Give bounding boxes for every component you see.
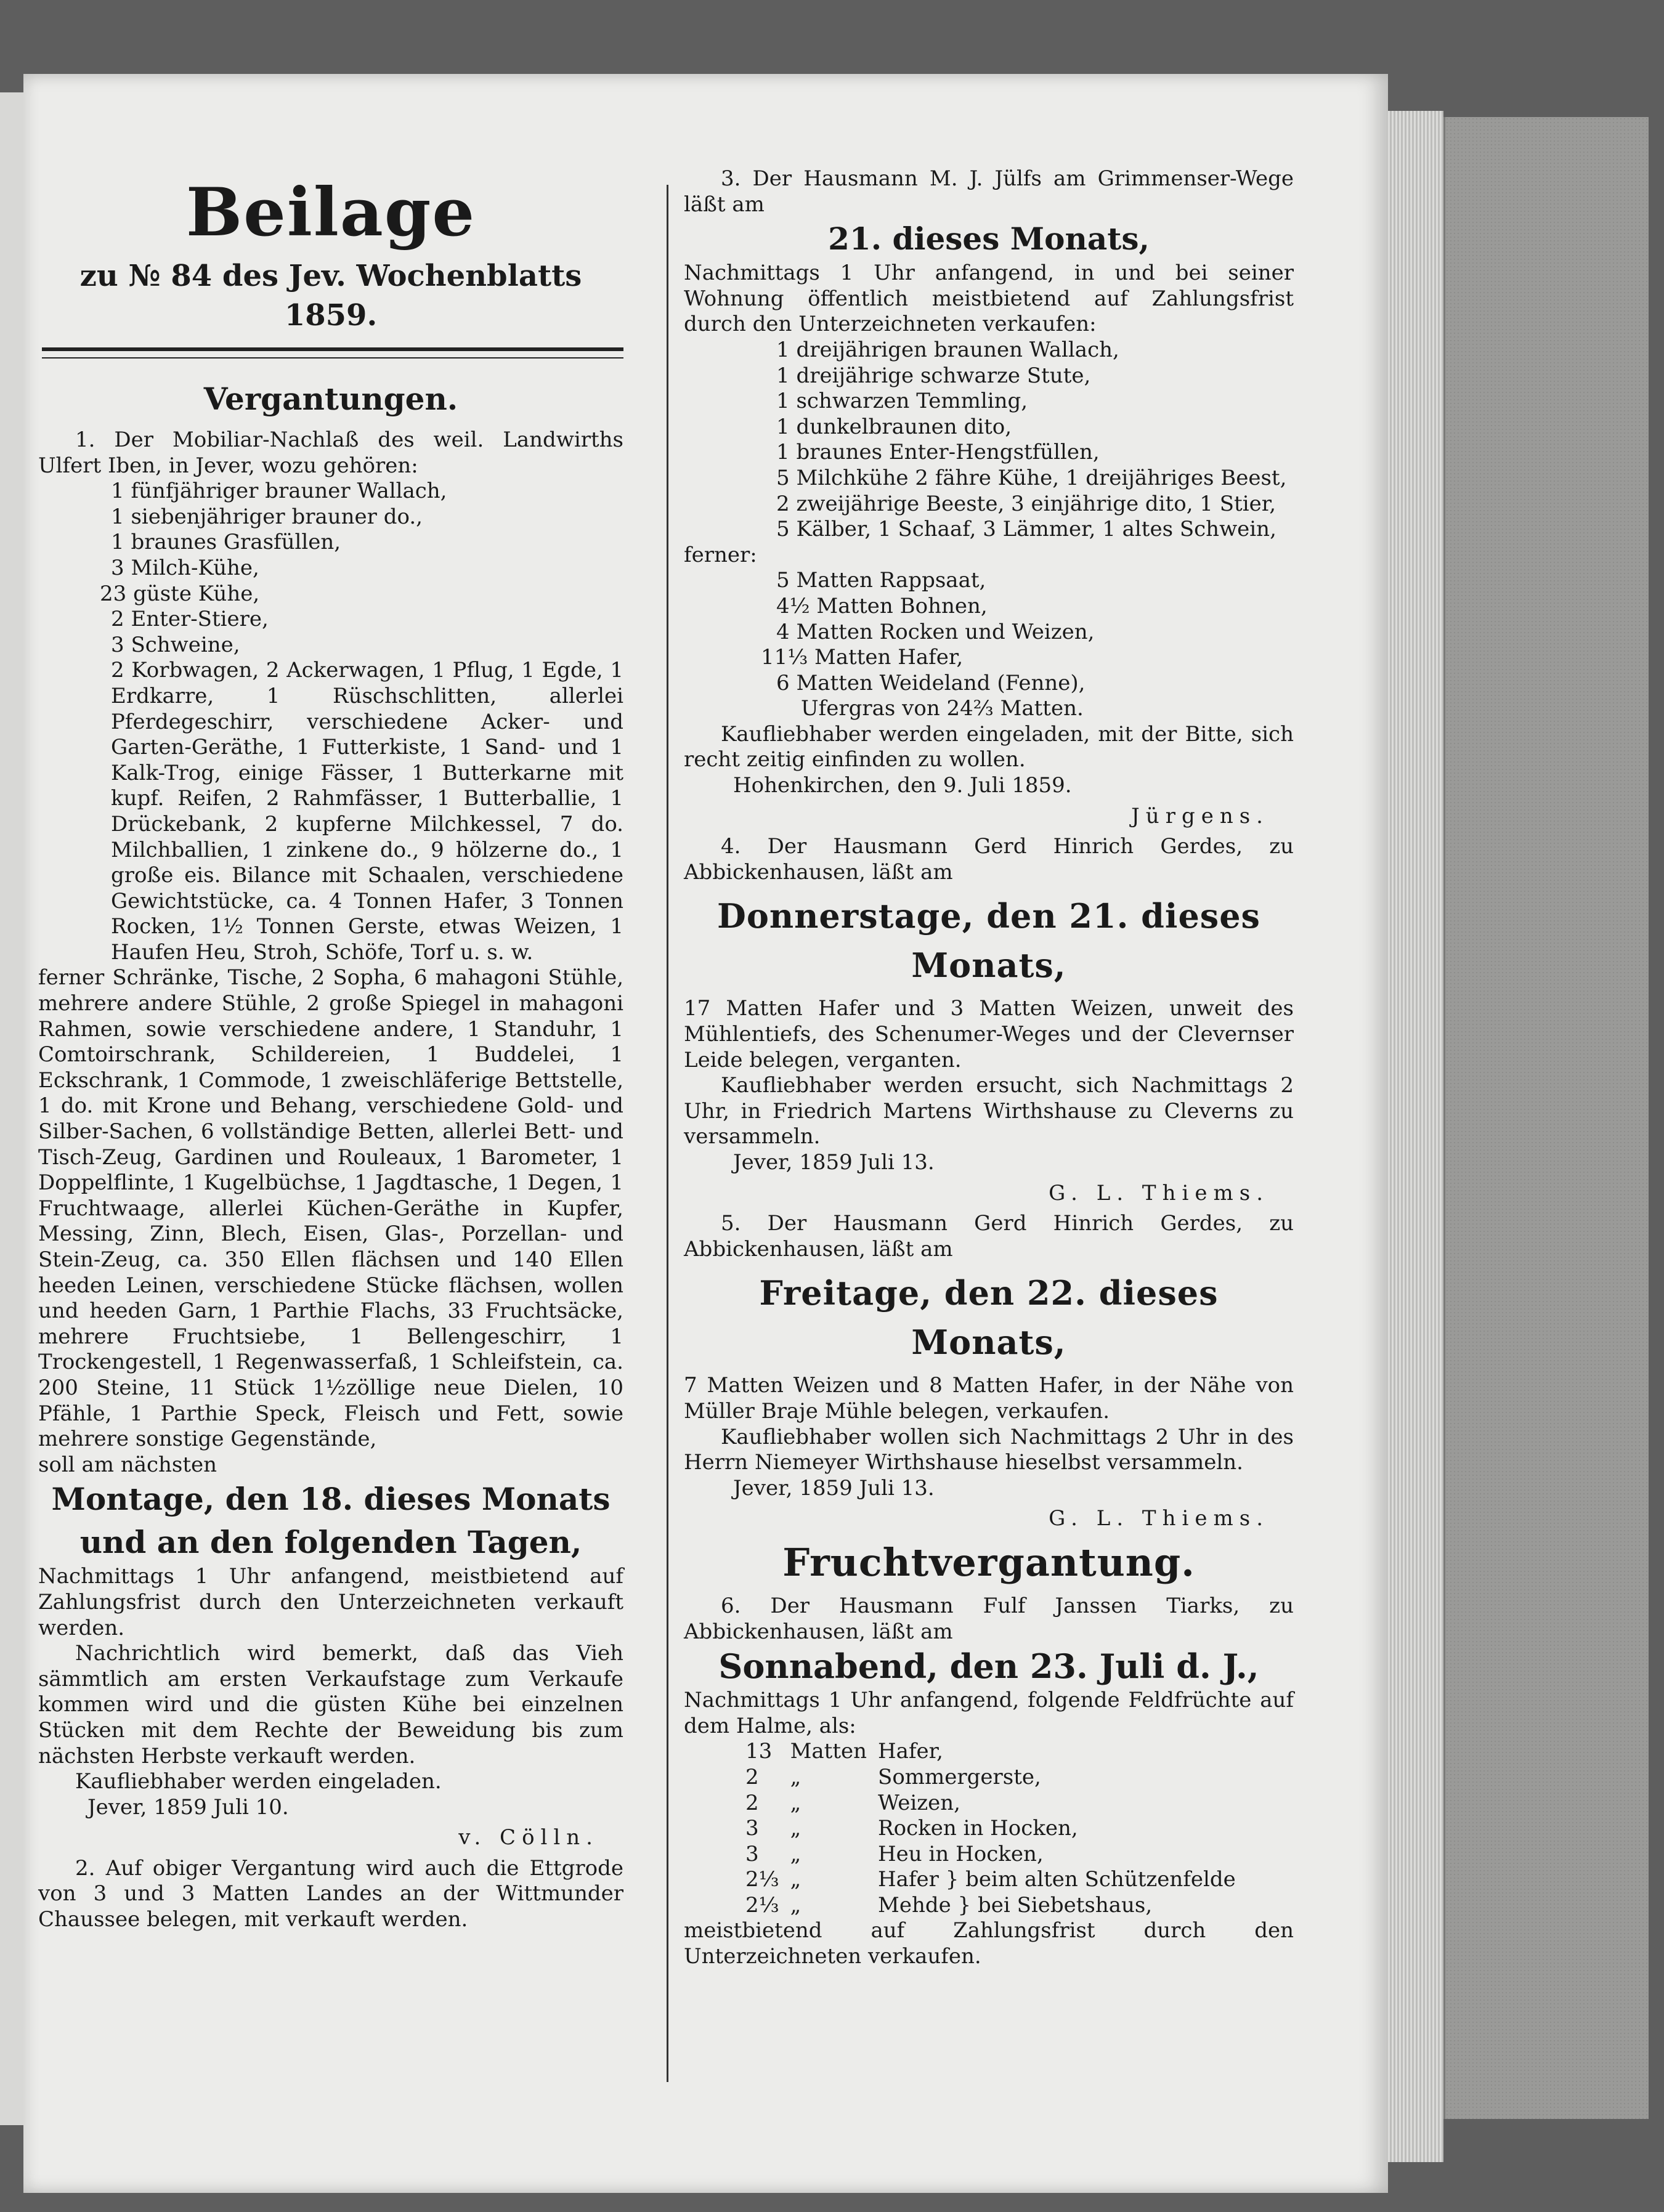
notice-1-place-date: Jever, 1859 Juli 10. xyxy=(87,1794,289,1820)
list-item: 1 schwarzen Temmling, xyxy=(776,389,1028,414)
crop-qty: 13 xyxy=(745,1739,773,1764)
crop-qty: 3 xyxy=(745,1841,759,1866)
notice-1-note: Nachrichtlich wird bemerkt, daß das Vieh sämmtlich am ersten Verkaufstage zum Verkaufe kommen wird und die güsten Kühe bei einzelnen Stücken mit dem Rechte der Beweidung bis zum nächsten Herbste verkauft werden. xyxy=(38,1641,623,1768)
crop-qty: 2 xyxy=(745,1764,759,1789)
notice-6-date: Sonnabend, den 23. Juli d. J., xyxy=(718,1647,1259,1687)
notice-1-soll: soll am nächsten xyxy=(38,1452,217,1477)
masthead xyxy=(38,172,623,335)
notice-1-invite: Kaufliebhaber werden eingeladen. xyxy=(75,1769,442,1794)
notice-4-signature: G. L. Thiems. xyxy=(1049,1180,1269,1205)
notice-5-date: Freitage, den 22. dieses Monats, xyxy=(759,1273,1219,1363)
list-item: 3 Milch-Kühe, xyxy=(111,555,259,580)
notice-1-goods: 2 Korbwagen, 2 Ackerwagen, 1 Pflug, 1 Egde, 1 Erdkarre, 1 Rüschschlitten, allerlei Pferdegeschirr, verschiedene Acker- und Garten-Geräthe, 1 Futterkiste, 1 Sand- und 1 Kalk-Trog, einige Fässer, 1 Butterkarne mit kupf. Reifen, 2 Rahmfässer, 1 Butterballie, 1 Drückebank, 2 kupferne Milchkessel, 7 do. Milchballien, 1 zinkene do., 9 hölzerne do., 1 große eis. Bilance mit Schaalen, verschiedene Gewichtstücke, ca. 4 Tonnen Hafer, 3 Tonnen Rocken, 1½ Tonnen Gerste, etwas Weizen, 1 Haufen Heu, Stroh, Schöfe, Torf u. s. w. xyxy=(111,658,623,965)
list-item: 1 siebenjähriger brauner do., xyxy=(111,504,423,529)
list-item: Ufergras von 24⅔ Matten. xyxy=(801,696,1084,721)
list-item: 1 braunes Enter-Hengstfüllen, xyxy=(776,440,1100,465)
table-row xyxy=(745,1816,1247,1842)
list-item: 6 Matten Weideland (Fenne), xyxy=(776,670,1086,695)
notice-6-crop-table xyxy=(745,1739,1247,1918)
table-row xyxy=(745,1867,1247,1893)
notice-6-body: Nachmittags 1 Uhr anfangend, folgende Feldfrüchte auf dem Halme, als: xyxy=(684,1688,1294,1738)
list-item: 1 dreijährige schwarze Stute, xyxy=(776,363,1091,388)
list-item: 11⅓ Matten Hafer, xyxy=(761,645,964,670)
crop-name: Sommergerste, xyxy=(878,1764,1041,1789)
crop-name: Hafer, xyxy=(878,1739,943,1764)
notice-1-signature: v. Cölln. xyxy=(458,1825,599,1850)
notice-5-signature: G. L. Thiems. xyxy=(1049,1506,1269,1531)
notice-4-invite: Kaufliebhaber werden ersucht, sich Nachmittags 2 Uhr, in Friedrich Martens Wirthshause zu Cleverns zu versammeln. xyxy=(684,1073,1294,1149)
notice-2: 2. Auf obiger Vergantung wird auch die Ettgrode von 3 und 3 Matten Landes an der Wittmunder Chaussee belegen, mit verkauft werden. xyxy=(38,1855,623,1932)
section-title-fruchtvergantung: Fruchtvergantung. xyxy=(782,1539,1195,1585)
left-column xyxy=(38,166,623,1933)
crop-name: Hafer } beim alten Schützenfelde xyxy=(878,1867,1236,1892)
crop-unit: „ xyxy=(790,1816,802,1841)
list-item: 4 Matten Rocken und Weizen, xyxy=(776,619,1095,644)
column-divider xyxy=(667,185,668,2082)
notice-1-date-line-1: Montage, den 18. dieses Monats xyxy=(51,1481,611,1518)
notice-3-ferner: ferner: xyxy=(684,542,757,567)
notice-4-intro: 4. Der Hausmann Gerd Hinrich Gerdes, zu Abbickenhausen, läßt am xyxy=(684,834,1294,885)
notice-5-intro: 5. Der Hausmann Gerd Hinrich Gerdes, zu Abbickenhausen, läßt am xyxy=(684,1211,1294,1262)
crop-qty: 3 xyxy=(745,1816,759,1841)
crop-name: Weizen, xyxy=(878,1790,960,1815)
table-row xyxy=(745,1791,1247,1817)
list-item: 3 Schweine, xyxy=(111,632,240,657)
table-row xyxy=(745,1842,1247,1868)
crop-name: Heu in Hocken, xyxy=(878,1841,1044,1866)
facing-page-strip xyxy=(0,92,23,2125)
notice-3-livestock-list xyxy=(684,338,1294,543)
crop-unit: Matten xyxy=(790,1739,867,1764)
notice-1-date-line-2: und an den folgenden Tagen, xyxy=(79,1524,582,1561)
list-item: 2 zweijährige Beeste, 3 einjährige dito, 1 Stier, xyxy=(776,491,1276,516)
crop-unit: „ xyxy=(790,1892,802,1918)
table-row xyxy=(745,1739,1247,1765)
notice-3-produce-list xyxy=(684,568,1294,722)
notice-3-body: Nachmittags 1 Uhr anfangend, in und bei seiner Wohnung öffentlich meistbietend auf Zahlungsfrist durch den Unterzeichneten verkaufen: xyxy=(684,261,1294,337)
notice-1-furniture: ferner Schränke, Tische, 2 Sopha, 6 mahagoni Stühle, mehrere andere Stühle, 2 große Spiegel in mahagoni Rahmen, sowie verschiedene andere, 1 Standuhr, 1 Comtoirschrank, Schildereien, 1 Buddelei, 1 Eckschrank, 1 Commode, 1 zweischläferige Bettstelle, 1 do. mit Krone und Behang, verschiedene Gold- und Silber-Sachen, 6 vollständige Betten, allerlei Bett- und Tisch-Zeug, Gardinen und Rouleaux, 1 Barometer, 1 Doppelflinte, 1 Kugelbüchse, 1 Jagdtasche, 1 Degen, 1 Fruchtwaage, allerlei Küchen-Geräthe in Kupfer, Messing, Zinn, Blech, Eisen, Glas-, Porzellan- und Stein-Zeug, ca. 350 Ellen flächsen und 140 Ellen heeden Leinen, verschiedene Stücke flächsen, wollen und heeden Garn, 1 Parthie Flachs, 33 Fruchtsäcke, mehrere Fruchtsiebe, 1 Bellengeschirr, 1 Trockengestell, 1 Regenwasserfaß, 1 Schleifstein, ca. 200 Steine, 11 Stück 1½zöllige neue Dielen, 10 Pfähle, 1 Parthie Speck, Fleisch und Fett, sowie mehrere sonstige Gegenstände, xyxy=(38,965,623,1452)
notice-5-invite: Kaufliebhaber wollen sich Nachmittags 2 Uhr in des Herrn Niemeyer Wirthshause hieselbst versammeln. xyxy=(684,1424,1294,1475)
list-item: 1 braunes Grasfüllen, xyxy=(111,530,341,555)
list-item: 5 Kälber, 1 Schaaf, 3 Lämmer, 1 altes Schwein, xyxy=(776,517,1276,542)
notice-5-place-date: Jever, 1859 Juli 13. xyxy=(733,1475,935,1501)
notice-1-body: Nachmittags 1 Uhr anfangend, meistbietend auf Zahlungsfrist durch den Unterzeichneten verkauft werden. xyxy=(38,1564,623,1640)
notice-1-intro: 1. Der Mobiliar-Nachlaß des weil. Landwirths Ulfert Iben, in Jever, wozu gehören: xyxy=(38,427,623,478)
notice-4-place-date: Jever, 1859 Juli 13. xyxy=(733,1150,935,1175)
crop-name: Rocken in Hocken, xyxy=(878,1816,1078,1841)
masthead-title: Beilage xyxy=(185,174,476,251)
crop-unit: „ xyxy=(790,1790,802,1815)
list-item: 4½ Matten Bohnen, xyxy=(776,593,988,618)
notice-1-livestock-list xyxy=(38,479,623,658)
notice-3-intro: 3. Der Hausmann M. J. Jülfs am Grimmenser-Wege läßt am xyxy=(684,166,1294,217)
notice-3-place-date: Hohenkirchen, den 9. Juli 1859. xyxy=(733,773,1072,798)
crop-unit: „ xyxy=(790,1764,802,1789)
crop-qty: 2⅓ xyxy=(745,1867,779,1892)
list-item: 1 dunkelbraunen dito, xyxy=(776,414,1012,439)
notice-3-signature: Jürgens. xyxy=(1131,803,1269,828)
list-item: 2 Enter-Stiere, xyxy=(111,607,269,632)
notice-3-invite: Kaufliebhaber werden eingeladen, mit der Bitte, sich recht zeitig einfinden zu wollen. xyxy=(684,721,1294,772)
notice-6-end: meistbietend auf Zahlungsfrist durch den Unterzeichneten verkaufen. xyxy=(684,1918,1294,1969)
book-cover xyxy=(1443,117,1649,2119)
table-row xyxy=(745,1765,1247,1791)
crop-unit: „ xyxy=(790,1841,802,1866)
masthead-rule xyxy=(42,347,623,359)
notice-6-intro: 6. Der Hausmann Fulf Janssen Tiarks, zu Abbickenhausen, läßt am xyxy=(684,1593,1294,1644)
list-item: 1 dreijährigen braunen Wallach, xyxy=(776,337,1119,362)
notice-4-date: Donnerstage, den 21. dieses Monats, xyxy=(717,896,1260,986)
masthead-subtitle: zu № 84 des Jev. Wochenblatts 1859. xyxy=(79,259,582,333)
section-title-vergantungen: Vergantungen. xyxy=(203,381,458,417)
list-item: 5 Milchkühe 2 fähre Kühe, 1 dreijähriges Beest, xyxy=(776,465,1287,490)
book-page-edges xyxy=(1388,111,1443,2162)
notice-5-body: 7 Matten Weizen und 8 Matten Hafer, in der Nähe von Müller Braje Mühle belegen, verkaufen. xyxy=(684,1373,1294,1424)
notice-4-body: 17 Matten Hafer und 3 Matten Weizen, unweit des Mühlentiefs, des Schenumer-Weges und der Clevernser Leide belegen, verganten. xyxy=(684,996,1294,1072)
crop-qty: 2⅓ xyxy=(745,1892,779,1918)
list-item: 1 fünfjähriger brauner Wallach, xyxy=(111,479,447,504)
notice-3-date: 21. dieses Monats, xyxy=(828,221,1150,257)
table-row xyxy=(745,1893,1247,1919)
crop-unit: „ xyxy=(790,1867,802,1892)
crop-name: Mehde } bei Siebetshaus, xyxy=(878,1892,1153,1918)
crop-qty: 2 xyxy=(745,1790,759,1815)
right-column xyxy=(684,166,1294,1970)
list-item: 5 Matten Rappsaat, xyxy=(776,568,986,593)
list-item: 23 güste Kühe, xyxy=(100,581,260,606)
